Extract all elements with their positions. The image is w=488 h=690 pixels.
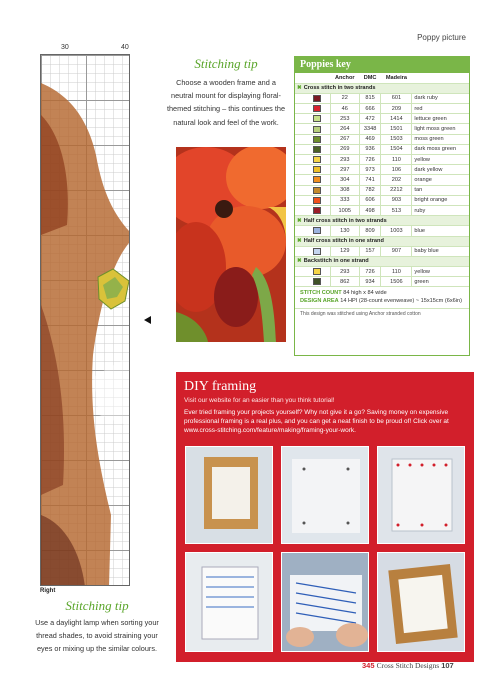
key-cell-m: 601 bbox=[381, 93, 412, 103]
key-section-heading bbox=[295, 83, 469, 93]
key-cell-m: 1506 bbox=[381, 277, 412, 287]
thread-swatch-icon bbox=[313, 278, 321, 285]
key-cell-d: 726 bbox=[359, 155, 381, 165]
key-cell-d: 666 bbox=[359, 104, 381, 114]
cross-icon: ✖ bbox=[297, 258, 302, 265]
stitch-count-label: STITCH COUNT bbox=[300, 290, 342, 297]
tip-body: Choose a wooden frame and a neutral mount for displaying floral-themed stitching – this continues the natural look and feel of the work. bbox=[166, 78, 286, 127]
diy-photo-lacing bbox=[185, 552, 273, 652]
key-row bbox=[295, 124, 469, 134]
chart-center-marker bbox=[144, 316, 151, 324]
tip-title: Stitching tip bbox=[194, 56, 258, 71]
poppies-key-panel bbox=[294, 56, 470, 356]
thread-swatch-icon bbox=[313, 115, 321, 122]
key-cell-a: 333 bbox=[330, 195, 359, 205]
cross-icon: ✖ bbox=[297, 238, 302, 245]
key-cell-m: 106 bbox=[381, 165, 412, 175]
key-cell-m: 1003 bbox=[381, 226, 412, 236]
thread-swatch-icon bbox=[313, 197, 321, 204]
key-cell-a: 308 bbox=[330, 185, 359, 195]
key-cell-d: 606 bbox=[359, 195, 381, 205]
key-cell-a: 130 bbox=[330, 226, 359, 236]
key-cell-name: ruby bbox=[412, 205, 469, 215]
key-cell-name: bright orange bbox=[412, 195, 469, 205]
tip-body: Use a daylight lamp when sorting your thread shades, to avoid straining your eyes or mixing up the similar colours. bbox=[35, 618, 159, 654]
diy-framing-panel bbox=[176, 372, 474, 662]
key-cell-a: 862 bbox=[330, 277, 359, 287]
key-row bbox=[295, 277, 469, 287]
key-row bbox=[295, 226, 469, 236]
diy-photo-frame bbox=[185, 446, 273, 544]
key-section-heading bbox=[295, 256, 469, 266]
key-cell-d: 498 bbox=[359, 205, 381, 215]
key-cell-m: 903 bbox=[381, 195, 412, 205]
diy-title: DIY framing bbox=[184, 379, 257, 394]
key-cell-d: 936 bbox=[359, 144, 381, 154]
key-cell-d: 157 bbox=[359, 246, 381, 256]
key-section-heading bbox=[295, 236, 469, 246]
design-area-value: 14 HPI (28-count evenweave) ~ 15x15cm (6x6in) bbox=[340, 297, 462, 304]
key-cell-m: 2212 bbox=[381, 185, 412, 195]
key-cell-m: 1414 bbox=[381, 114, 412, 124]
key-cell-name: dark moss green bbox=[412, 144, 469, 154]
key-cell-a: 267 bbox=[330, 134, 359, 144]
folio-issue: 34 bbox=[362, 661, 371, 670]
key-row bbox=[295, 155, 469, 165]
key-cell-name: blue bbox=[412, 226, 469, 236]
key-cell-d: 741 bbox=[359, 175, 381, 185]
key-cell-a: 304 bbox=[330, 175, 359, 185]
key-cell-m: 513 bbox=[381, 205, 412, 215]
stitching-tip-bottom bbox=[32, 598, 162, 656]
thread-swatch-icon bbox=[313, 166, 321, 173]
chart-col-label-40: 40 bbox=[121, 44, 129, 51]
diy-subtitle: Visit our website for an easier than you think tutorial! bbox=[184, 397, 335, 404]
key-notes bbox=[295, 287, 469, 308]
key-cell-d: 3348 bbox=[359, 124, 381, 134]
key-cell-name: dark yellow bbox=[412, 165, 469, 175]
cross-stitch-chart bbox=[40, 54, 130, 586]
key-cell-name: yellow bbox=[412, 155, 469, 165]
key-cell-a: 264 bbox=[330, 124, 359, 134]
thread-swatch-icon bbox=[313, 105, 321, 112]
key-row bbox=[295, 195, 469, 205]
key-cell-a: 1005 bbox=[330, 205, 359, 215]
key-cell-d: 973 bbox=[359, 165, 381, 175]
key-header-symbol bbox=[295, 73, 330, 83]
key-cell-d: 782 bbox=[359, 185, 381, 195]
key-cell-m: 1503 bbox=[381, 134, 412, 144]
diy-photo-finished-frame bbox=[377, 552, 465, 652]
key-cell-name: tan bbox=[412, 185, 469, 195]
section-label: Poppy picture bbox=[417, 33, 466, 42]
key-footnote: This design was stitched using Anchor stranded cotton bbox=[295, 308, 469, 319]
thread-swatch-icon bbox=[313, 268, 321, 275]
key-title: Poppies key bbox=[295, 57, 469, 73]
key-header-dmc: DMC bbox=[359, 73, 381, 83]
key-cell-a: 129 bbox=[330, 246, 359, 256]
key-section-heading bbox=[295, 216, 469, 226]
cross-icon: ✖ bbox=[297, 85, 302, 92]
key-cell-name: orange bbox=[412, 175, 469, 185]
folio-page: 107 bbox=[441, 661, 454, 670]
key-cell-a: 297 bbox=[330, 165, 359, 175]
diy-photo-grid bbox=[185, 446, 465, 652]
key-table bbox=[295, 73, 469, 287]
thread-swatch-icon bbox=[313, 187, 321, 194]
key-cell-d: 726 bbox=[359, 267, 381, 277]
key-cell-d: 934 bbox=[359, 277, 381, 287]
thread-swatch-icon bbox=[313, 156, 321, 163]
key-section-title: Cross stitch in two strands bbox=[303, 85, 376, 92]
key-row bbox=[295, 246, 469, 256]
key-cell-d: 472 bbox=[359, 114, 381, 124]
stitching-tip-top bbox=[166, 56, 286, 129]
key-cell-m: 1504 bbox=[381, 144, 412, 154]
folio-sep: 5 bbox=[370, 661, 375, 670]
key-section-title: Half cross stitch in two strands bbox=[303, 217, 387, 224]
key-cell-a: 253 bbox=[330, 114, 359, 124]
key-header-anchor: Anchor bbox=[330, 73, 359, 83]
key-cell-name: baby blue bbox=[412, 246, 469, 256]
thread-swatch-icon bbox=[313, 176, 321, 183]
thread-swatch-icon bbox=[313, 248, 321, 255]
key-cell-name: red bbox=[412, 104, 469, 114]
cross-icon: ✖ bbox=[297, 217, 302, 224]
key-row bbox=[295, 93, 469, 103]
key-cell-a: 269 bbox=[330, 144, 359, 154]
key-row bbox=[295, 267, 469, 277]
design-area-label: DESIGN AREA bbox=[300, 297, 339, 304]
key-cell-name: green bbox=[412, 277, 469, 287]
key-cell-a: 293 bbox=[330, 155, 359, 165]
key-cell-m: 110 bbox=[381, 267, 412, 277]
key-cell-name: yellow bbox=[412, 267, 469, 277]
key-cell-m: 202 bbox=[381, 175, 412, 185]
diy-body: Ever tried framing your projects yourself? Why not give it a go? Saving money on expensive professional framing is a real plus, and you can get a neat finish to be proud of! Click over at www.cross-stitching.com/feature/making/framing-your-work. bbox=[184, 409, 449, 434]
tip-title: Stitching tip bbox=[65, 598, 129, 613]
key-row bbox=[295, 104, 469, 114]
thread-swatch-icon bbox=[313, 136, 321, 143]
chart-col-label-30: 30 bbox=[61, 44, 69, 51]
thread-swatch-icon bbox=[313, 95, 321, 102]
key-row bbox=[295, 185, 469, 195]
key-cell-name: lettuce green bbox=[412, 114, 469, 124]
key-section-title: Backstitch in one strand bbox=[303, 258, 369, 265]
key-cell-a: 46 bbox=[330, 104, 359, 114]
key-row bbox=[295, 205, 469, 215]
stitch-count-value: 84 high x 84 wide bbox=[343, 290, 387, 297]
key-header-madeira: Madeira bbox=[381, 73, 412, 83]
folio-title: Cross Stitch Designs bbox=[376, 661, 440, 670]
key-row bbox=[295, 134, 469, 144]
key-header-row bbox=[295, 73, 469, 83]
key-cell-name: dark ruby bbox=[412, 93, 469, 103]
key-row bbox=[295, 165, 469, 175]
key-row bbox=[295, 114, 469, 124]
key-cell-m: 1501 bbox=[381, 124, 412, 134]
key-cell-a: 293 bbox=[330, 267, 359, 277]
key-row bbox=[295, 144, 469, 154]
thread-swatch-icon bbox=[313, 207, 321, 214]
thread-swatch-icon bbox=[313, 227, 321, 234]
key-header-name bbox=[412, 73, 469, 83]
diy-photo-fabric bbox=[281, 446, 369, 544]
diy-photo-pins bbox=[377, 446, 465, 544]
key-cell-m: 907 bbox=[381, 246, 412, 256]
diy-photo-hands-lacing bbox=[281, 552, 369, 652]
key-cell-d: 809 bbox=[359, 226, 381, 236]
page-folio bbox=[362, 661, 454, 670]
stitched-poppy-photo bbox=[176, 147, 286, 342]
key-section-title: Half cross stitch in one strand bbox=[303, 238, 384, 245]
thread-swatch-icon bbox=[313, 126, 321, 133]
key-row bbox=[295, 175, 469, 185]
key-cell-d: 469 bbox=[359, 134, 381, 144]
key-cell-a: 22 bbox=[330, 93, 359, 103]
key-cell-name: light moss green bbox=[412, 124, 469, 134]
chart-page-label: Right bbox=[40, 588, 56, 594]
key-cell-m: 209 bbox=[381, 104, 412, 114]
key-cell-d: 815 bbox=[359, 93, 381, 103]
chart-motif bbox=[41, 55, 130, 586]
key-cell-name: moss green bbox=[412, 134, 469, 144]
key-cell-m: 110 bbox=[381, 155, 412, 165]
poppy-illustration bbox=[176, 147, 286, 342]
thread-swatch-icon bbox=[313, 146, 321, 153]
